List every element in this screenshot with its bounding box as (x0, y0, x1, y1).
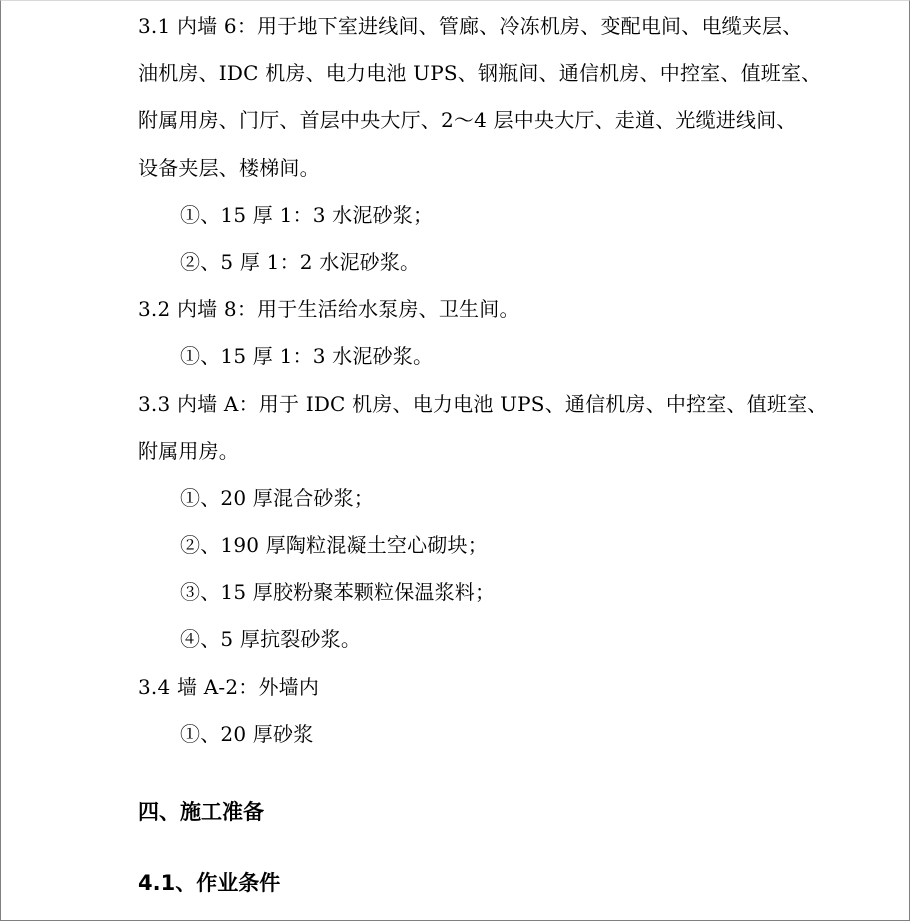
subsection-heading: 4.1、作业条件 (138, 871, 281, 895)
list-item-3-3-1: ①、20 厚混合砂浆； (180, 485, 375, 510)
paragraph-3-3-line-2: 附属用房。 (138, 438, 239, 463)
paragraph-3-2: 3.2 内墙 8：用于生活给水泵房、卫生间。 (138, 297, 520, 322)
paragraph-3-1-line-4: 设备夹层、楼梯间。 (138, 155, 320, 180)
paragraph-3-4: 3.4 墙 A-2：外墙内 (138, 674, 320, 699)
spacer (138, 836, 828, 860)
paragraph-3-1-line-1: 3.1 内墙 6：用于地下室进线间、管廊、冷冻机房、变配电间、电缆夹层、 (138, 14, 803, 38)
spacer (138, 758, 828, 789)
list-item-3-1-1: ①、15 厚 1：3 水泥砂浆； (180, 202, 434, 227)
paragraph-3-3-line-1: 3.3 内墙 A：用于 IDC 机房、电力电池 UPS、通信机房、中控室、值班室、 (138, 391, 828, 416)
list-item-3-3-3: ③、15 厚胶粉聚苯颗粒保温浆料； (180, 580, 496, 605)
section-heading: 四、施工准备 (138, 800, 264, 824)
list-item-3-1-2: ②、5 厚 1：2 水泥砂浆。 (180, 249, 421, 274)
list-item-3-3-2: ②、190 厚陶粒混凝土空心砌块； (180, 533, 488, 558)
paragraph-3-1-line-3: 附属用房、门厅、首层中央大厅、2～4 层中央大厅、走道、光缆进线间、 (138, 108, 797, 133)
list-item-3-3-4: ④、5 厚抗裂砂浆。 (180, 627, 362, 652)
paragraph-3-1-line-2: 油机房、IDC 机房、电力电池 UPS、钢瓶间、通信机房、中控室、值班室、 (138, 61, 822, 86)
list-item-3-4-1: ①、20 厚砂浆 (180, 721, 314, 746)
document-content (138, 3, 828, 907)
list-item-3-2-1: ①、15 厚 1：3 水泥砂浆。 (180, 344, 434, 369)
